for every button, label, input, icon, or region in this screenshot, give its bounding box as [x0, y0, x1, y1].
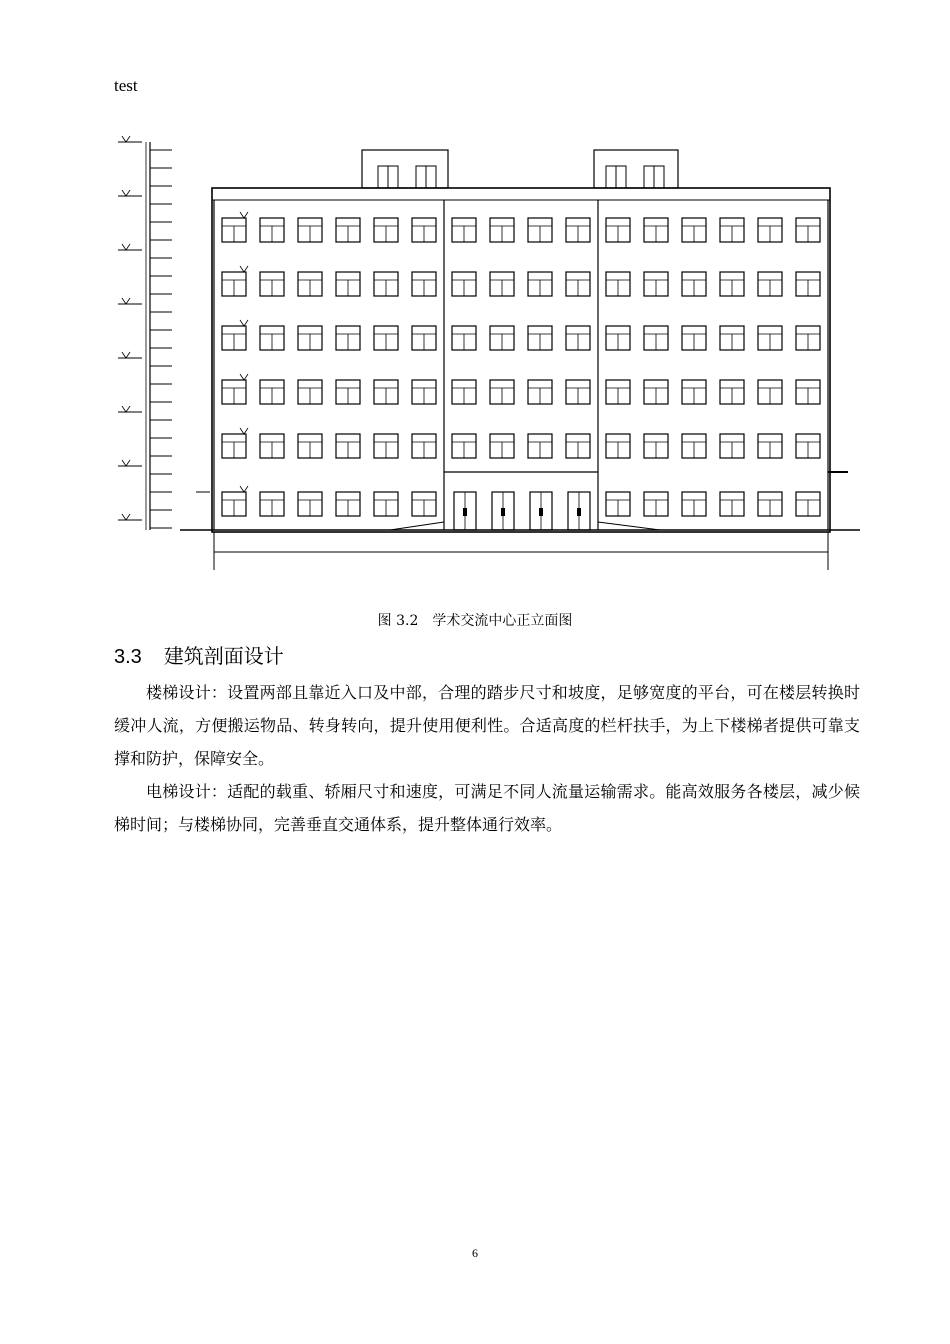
page-number: 6: [472, 1246, 478, 1260]
level-symbol: [240, 486, 248, 492]
entrance-step: [598, 522, 660, 530]
facade-outline: [212, 188, 830, 532]
level-symbol: [240, 320, 248, 326]
level-symbol: [122, 244, 130, 250]
header-text: test: [114, 76, 138, 95]
door-handle: [501, 508, 505, 516]
roof-box-right: [594, 150, 678, 188]
level-symbol: [122, 352, 130, 358]
door-handle: [463, 508, 467, 516]
level-symbol: [240, 428, 248, 434]
level-symbol: [122, 406, 130, 412]
level-symbol: [122, 136, 130, 142]
level-symbol: [122, 514, 130, 520]
level-symbol: [122, 298, 130, 304]
section-title: 建筑剖面设计: [163, 644, 284, 668]
entrance-step: [390, 522, 444, 530]
section-heading: [114, 640, 284, 669]
level-symbol: [240, 374, 248, 380]
level-symbol: [240, 266, 248, 272]
level-symbol: [122, 190, 130, 196]
section-number: 3.3: [114, 646, 142, 668]
roof-box-left: [362, 150, 448, 188]
figure-caption: 图 3.2 学术交流中心正立面图: [377, 613, 573, 629]
level-symbol: [240, 212, 248, 218]
paragraph-elevator: 电梯设计：适配的载重、轿厢尺寸和速度，可满足不同人流量运输需求。能高效服务各楼层，减少候梯时间；与楼梯协同，完善垂直交通体系，提升整体通行效率。: [114, 782, 860, 834]
door-handle: [577, 508, 581, 516]
paragraph-stairs: 楼梯设计：设置两部且靠近入口及中部，合理的踏步尺寸和坡度，足够宽度的平台，可在楼层转换时缓冲人流，方便搬运物品、转身转向，提升使用便利性。合适高度的栏杆扶手，为上下楼梯者提供可靠支撑和防护，保障安全。: [114, 683, 860, 768]
door-handle: [539, 508, 543, 516]
level-symbol: [122, 460, 130, 466]
elevation-drawing: [112, 132, 864, 574]
